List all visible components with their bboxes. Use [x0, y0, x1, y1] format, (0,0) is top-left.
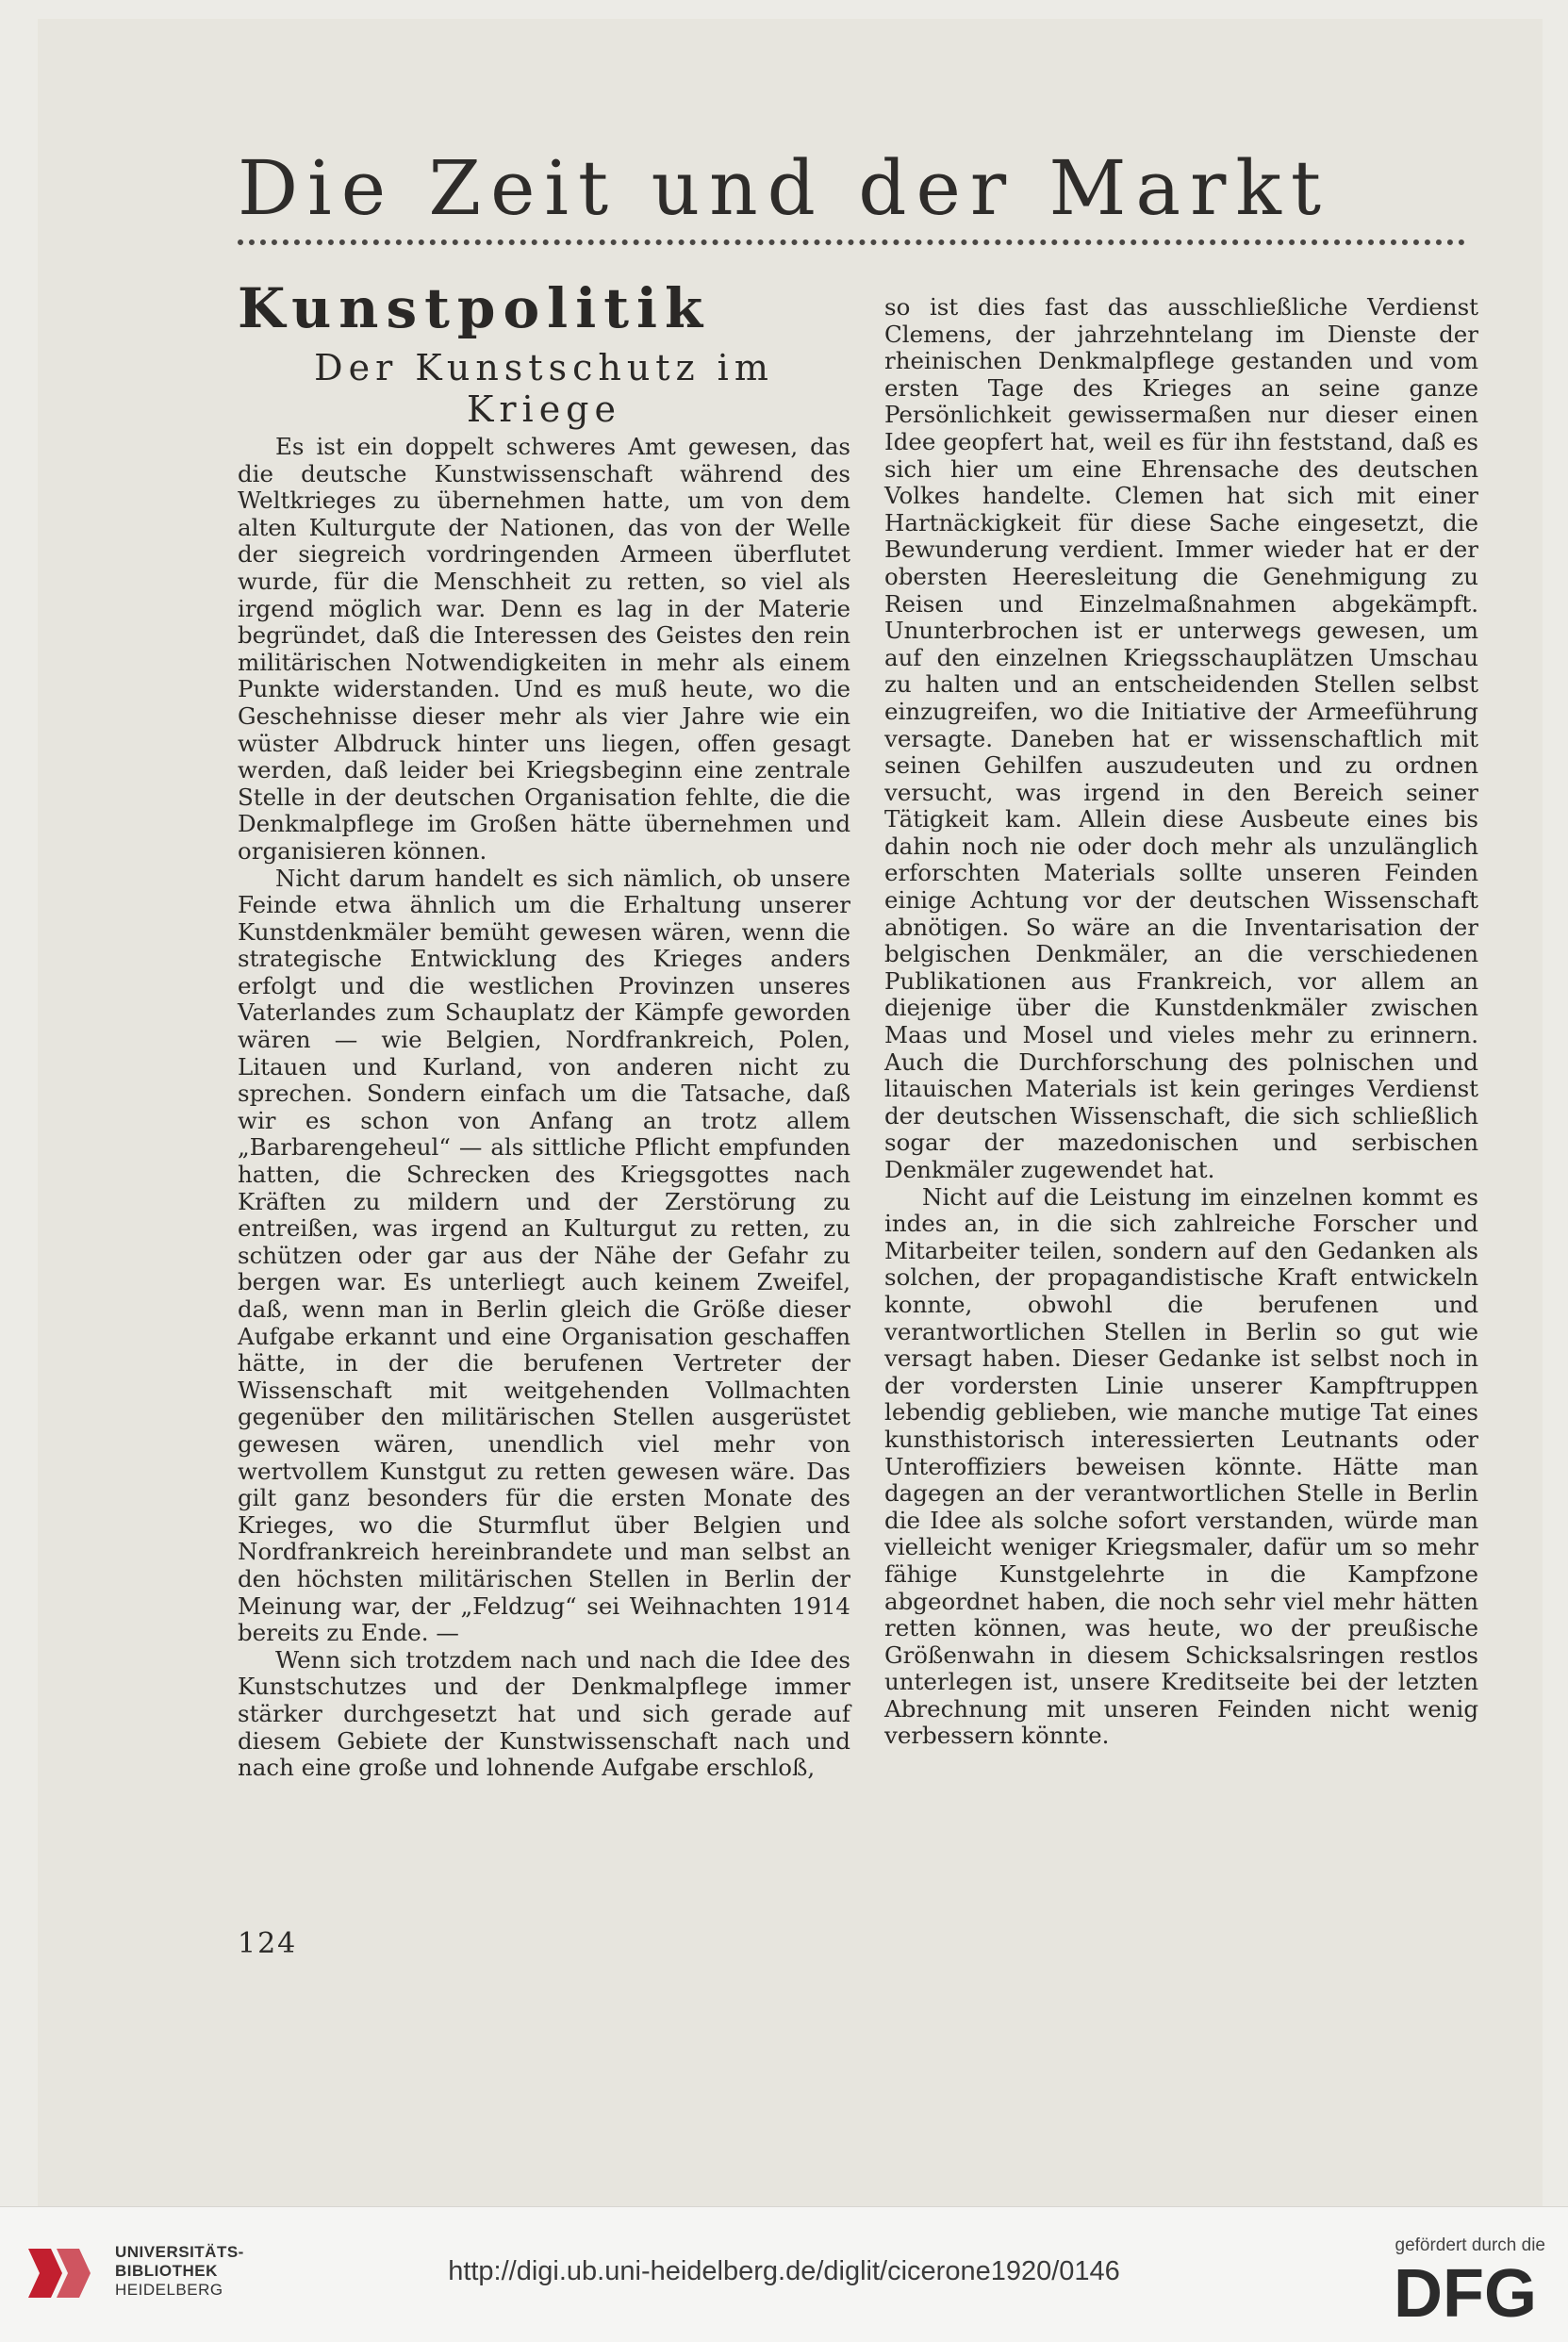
left-column: [238, 264, 850, 1782]
paragraph: Nicht darum handelt es sich nämlich, ob unsere Feinde etwa ähnlich um die Erhaltung unserer Kunstdenkmäler bemüht gewesen wären, wenn die strategische Entwicklung des Krieges anders erfolgt und die westlichen Provinzen unseres Vaterlandes zum Schauplatz der Kämpfe geworden wären — wie Belgien, Nordfrankreich, Polen, Litauen und Kurland, von anderen nicht zu sprechen. Sondern einfach um die Tatsache, daß wir es schon von Anfang an trotz allem „Barbarengeheul“ — als sittliche Pflicht empfunden hatten, die Schrecken des Kriegsgottes nach Kräften zu mildern und der Zerstörung zu entreißen, was irgend an Kulturgut zu retten, zu schützen oder gar aus der Nähe der Gefahr zu bergen war. Es unterliegt auch keinem Zweifel, daß, wenn man in Berlin gleich die Größe dieser Aufgabe erkannt und eine Organisation geschaffen hätte, in der die berufenen Vertreter der Wissenschaft mit weitgehenden Vollmachten gegenüber den militärischen Stellen ausgerüstet gewesen wären, unendlich viel mehr von wertvollem Kunstgut zu retten gewesen wäre. Das gilt ganz besonders für die ersten Monate des Krieges, wo die Sturmflut über Belgien und Nordfrankreich hereinbrandete und man selbst an den höchsten militärischen Stellen in Berlin der Meinung war, der „Feldzug“ sei Weihnachten 1914 bereits zu Ende. —: [238, 864, 850, 1647]
page-number: 124: [238, 1927, 298, 1960]
dfg-logo-text: DFG: [1394, 2260, 1537, 2326]
paragraph: Wenn sich trotzdem nach und nach die Idee des Kunstschutzes und der Denkmalpflege immer stärker durchgesetzt hat und sich gerade auf diesem Gebiete der Kunstwissenschaft nach und nach eine große und lohnende Aufgabe erschloß,: [238, 1645, 850, 1782]
header-divider: [238, 239, 1465, 245]
subsection-title: Der Kunstschutz im Kriege: [314, 347, 774, 430]
library-name-line: HEIDELBERG: [115, 2281, 223, 2299]
right-column: [884, 294, 1478, 1750]
paragraph: Nicht auf die Leistung im einzelnen kommt es indes an, in die sich zahlreiche Forscher und Mitarbeiter teilen, sondern auf den Gedanken als solchen, der propagandistische Kraft entwickeln konnte, obwohl die berufenen und verantwortlichen Stellen in Berlin so gut wie versagt haben. Dieser Gedanke ist selbst noch in der vordersten Linie unserer Kampftruppen lebendig geblieben, wie manche mutige Tat eines kunsthistorisch interessierten Leutnants oder Unteroffiziers beweisen könnte. Hätte man dagegen an der verantwortlichen Stelle in Berlin die Idee als solche sofort verstanden, würde man vielleicht weniger Kriegsmaler, dafür um so mehr fähige Kunstgelehrte in die Kampfzone abgeordnet haben, die noch sehr viel mehr hätten retten können, was heute, wo der preußische Größenwahn in diesem Schicksalsringen restlos unterlegen ist, unsere Kreditseite bei der letzten Abrechnung mit unseren Feinden nicht wenig verbessern könnte.: [884, 1182, 1478, 1750]
paragraph: Es ist ein doppelt schweres Amt gewesen, das die deutsche Kunstwissenschaft während des Weltkrieges zu übernehmen hatte, um von dem alten Kulturgute der Nationen, das von der Welle der siegreich vordringenden Armeen überflutet wurde, für die Menschheit zu retten, so viel als irgend möglich war. Denn es lag in der Materie begründet, daß die Interessen des Geistes den rein militärischen Notwendigkeiten in mehr als einem Punkte widerstanden. Und es muß heute, wo die Geschehnisse dieser mehr als vier Jahre wie ein wüster Albdruck hinter uns liegen, offen gesagt werden, daß leider bei Kriegsbeginn eine zentrale Stelle in der deutschen Organisation fehlte, die die Denkmalpflege im Großen hätte übernehmen und organisieren können.: [238, 433, 850, 865]
running-header: Die Zeit und der Markt: [238, 144, 1330, 232]
library-name-line: UNIVERSITÄTS-: [115, 2243, 244, 2261]
paragraph: so ist dies fast das ausschließliche Verdienst Clemens, der jahrzehntelang im Dienste der rheinischen Denkmalpflege gestanden und vom ersten Tage des Krieges an seine ganze Persönlichkeit gewissermaßen nur dieser einen Idee geopfert hat, weil es für ihn feststand, daß es sich hier um eine Ehrensache des deutschen Volkes handelte. Clemen hat sich mit einer Hartnäckigkeit für diese Sache eingesetzt, die Bewunderung verdient. Immer wieder hat er der obersten Heeresleitung die Genehmigung zu Reisen und Einzelmaßnahmen abgekämpft. Ununterbrochen ist er unterwegs gewesen, um auf den einzelnen Kriegsschauplätzen Umschau zu halten und an entscheidenden Stellen selbst einzugreifen, wo die Initiative der Armeeführung versagte. Daneben hat er wissenschaftlich mit seinen Gehilfen auszudeuten und zu ordnen versucht, was irgend in den Bereich seiner Tätigkeit kam. Allein diese Ausbeute eines bis dahin noch nie oder doch mehr als unzulänglich erforschten Materials sollte unseren Feinden einige Achtung vor der deutschen Wissenschaft abnötigen. So wäre an die Inventarisation der belgischen Denkmäler, an die verschiedenen Publikationen aus Frankreich, vor allem an diejenige über die Kunstdenkmäler zwischen Maas und Mosel und vieles mehr zu erinnern. Auch die Durchforschung des polnischen und litauischen Materials ist kein geringes Verdienst der deutschen Wissenschaft, die sich schließlich sogar der mazedonischen und serbischen Denkmäler zugewendet hat.: [884, 293, 1478, 1183]
funding-label: gefördert durch die: [1395, 2235, 1545, 2255]
digitization-footer: [0, 2206, 1568, 2342]
permalink-url[interactable]: http://digi.ub.uni-heidelberg.de/diglit/cicerone1920/0146: [448, 2256, 1120, 2286]
library-name-line: BIBLIOTHEK: [115, 2262, 218, 2280]
dfg-logo-icon[interactable]: [1385, 2260, 1545, 2326]
section-title: Kunstpolitik: [238, 276, 711, 340]
